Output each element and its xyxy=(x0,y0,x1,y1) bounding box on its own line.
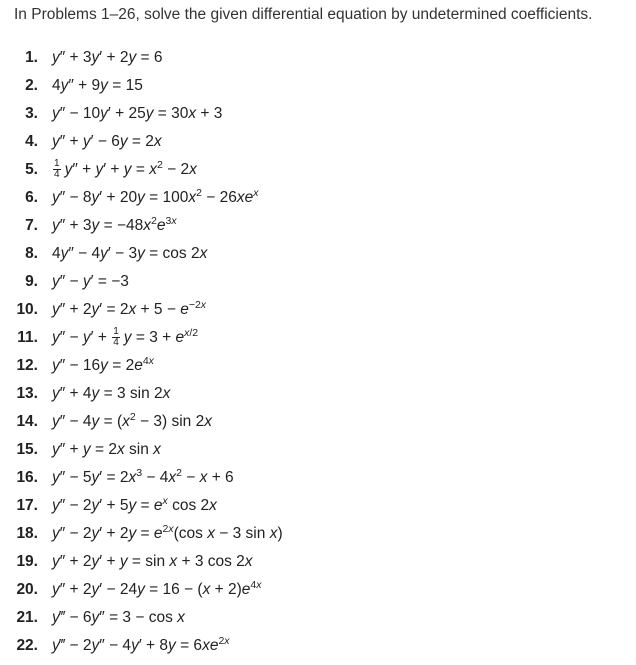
intro-text: In Problems 1–26, solve the given differential equation by undetermined coefficients. xyxy=(14,6,593,23)
problem-equation: $y'' - 16y = 2e^{4x}$ xyxy=(52,355,154,374)
problem-item xyxy=(0,436,636,464)
problem-number: 2. xyxy=(25,77,38,94)
problem-item xyxy=(0,492,636,520)
problem-item xyxy=(0,380,636,408)
problem-equation: y‴ − 6y″ = 3 − cos x xyxy=(52,609,185,626)
problem-item xyxy=(0,72,636,100)
problem-item xyxy=(0,156,636,184)
problem-number: 19. xyxy=(16,553,38,570)
problem-item xyxy=(0,576,636,604)
problem-item xyxy=(0,352,636,380)
problem-number: 20. xyxy=(16,581,38,598)
problem-equation: y″ − y′ + $\frac{1}{4}$ $y = 3 + e^{x/2}$ xyxy=(52,326,199,349)
problem-item xyxy=(0,604,636,632)
problem-equation: $y'' - 2y' + 2y = e^{2x}(\cos$ x − 3 sin x) xyxy=(52,523,283,542)
problem-item xyxy=(0,464,636,492)
problem-item xyxy=(0,100,636,128)
problem-equation: y″ − 10y′ + 25y = 30x + 3 xyxy=(52,105,223,122)
problem-item xyxy=(0,632,636,660)
problem-number: 12. xyxy=(16,357,38,374)
problem-equation: y″ − y′ = −3 xyxy=(52,273,129,290)
problem-list xyxy=(0,44,636,660)
problem-number: 13. xyxy=(16,385,38,402)
problem-item xyxy=(0,296,636,324)
problem-number: 8. xyxy=(25,245,38,262)
problem-item xyxy=(0,408,636,436)
problem-number: 17. xyxy=(16,497,38,514)
problem-number: 1. xyxy=(25,49,38,66)
problem-equation: 4y″ + 9y = 15 xyxy=(52,77,143,94)
problem-equation: 4y″ − 4y′ − 3y = cos 2x xyxy=(52,245,208,262)
problem-item xyxy=(0,128,636,156)
problem-number: 5. xyxy=(25,161,38,178)
problem-equation: $y'' + 2y' = 2x + 5 - e^{-2x}$ xyxy=(52,299,207,318)
problem-equation: $y'' - 8y' + 20y = 100x^2 - 26xe^x$ xyxy=(52,187,259,206)
problem-number: 11. xyxy=(17,329,38,346)
problem-item xyxy=(0,520,636,548)
problem-equation: y″ + y = 2x sin x xyxy=(52,441,161,458)
problem-number: 22. xyxy=(16,637,38,654)
problem-number: 9. xyxy=(25,273,38,290)
problem-equation: $y'' + 2y' - 24y = 16 - (x + 2)e^{4x}$ xyxy=(52,579,262,598)
problem-item xyxy=(0,324,636,352)
problem-number: 16. xyxy=(16,469,38,486)
problem-number: 7. xyxy=(25,217,38,234)
problem-number: 10. xyxy=(16,301,38,318)
problem-item xyxy=(0,268,636,296)
problem-equation: $y'' + 3y = -48x^2e^{3x}$ xyxy=(52,215,177,234)
problem-equation: y″ + 4y = 3 sin 2x xyxy=(52,385,171,402)
problem-equation: $y'' - 5y' = 2x^3 - 4x^2 - x + 6$ xyxy=(52,467,234,486)
problem-item xyxy=(0,212,636,240)
problem-number: 21. xyxy=(16,609,38,626)
problem-equation: $\frac{1}{4}$ $y'' + y' + y = x^2 - 2x$ xyxy=(54,158,197,181)
problem-number: 18. xyxy=(16,525,38,542)
problem-equation: y″ + 2y′ + y = sin x + 3 cos 2x xyxy=(52,553,253,570)
problem-equation: $y'' - 2y' + 5y = e^x$ cos 2x xyxy=(52,495,217,514)
problem-equation: y″ + y′ − 6y = 2x xyxy=(52,133,162,150)
problem-equation: y‴ − $2y'' - 4y' + 8y = 6xe^{2x}$ xyxy=(52,635,230,654)
problem-number: 15. xyxy=(16,441,38,458)
fraction: $\frac{1}{4}$ xyxy=(54,158,60,181)
problem-number: 4. xyxy=(25,133,38,150)
problem-item xyxy=(0,240,636,268)
problem-item xyxy=(0,44,636,72)
problem-equation: $y'' - 4y = (x^2 - 3)$ sin 2x xyxy=(52,411,212,430)
problem-item xyxy=(0,548,636,576)
problem-equation: y″ + 3y′ + 2y = 6 xyxy=(52,49,163,66)
problem-number: 6. xyxy=(25,189,38,206)
problem-number: 3. xyxy=(25,105,38,122)
fraction: $\frac{1}{4}$ xyxy=(113,326,119,349)
problem-number: 14. xyxy=(16,413,38,430)
problem-item xyxy=(0,184,636,212)
